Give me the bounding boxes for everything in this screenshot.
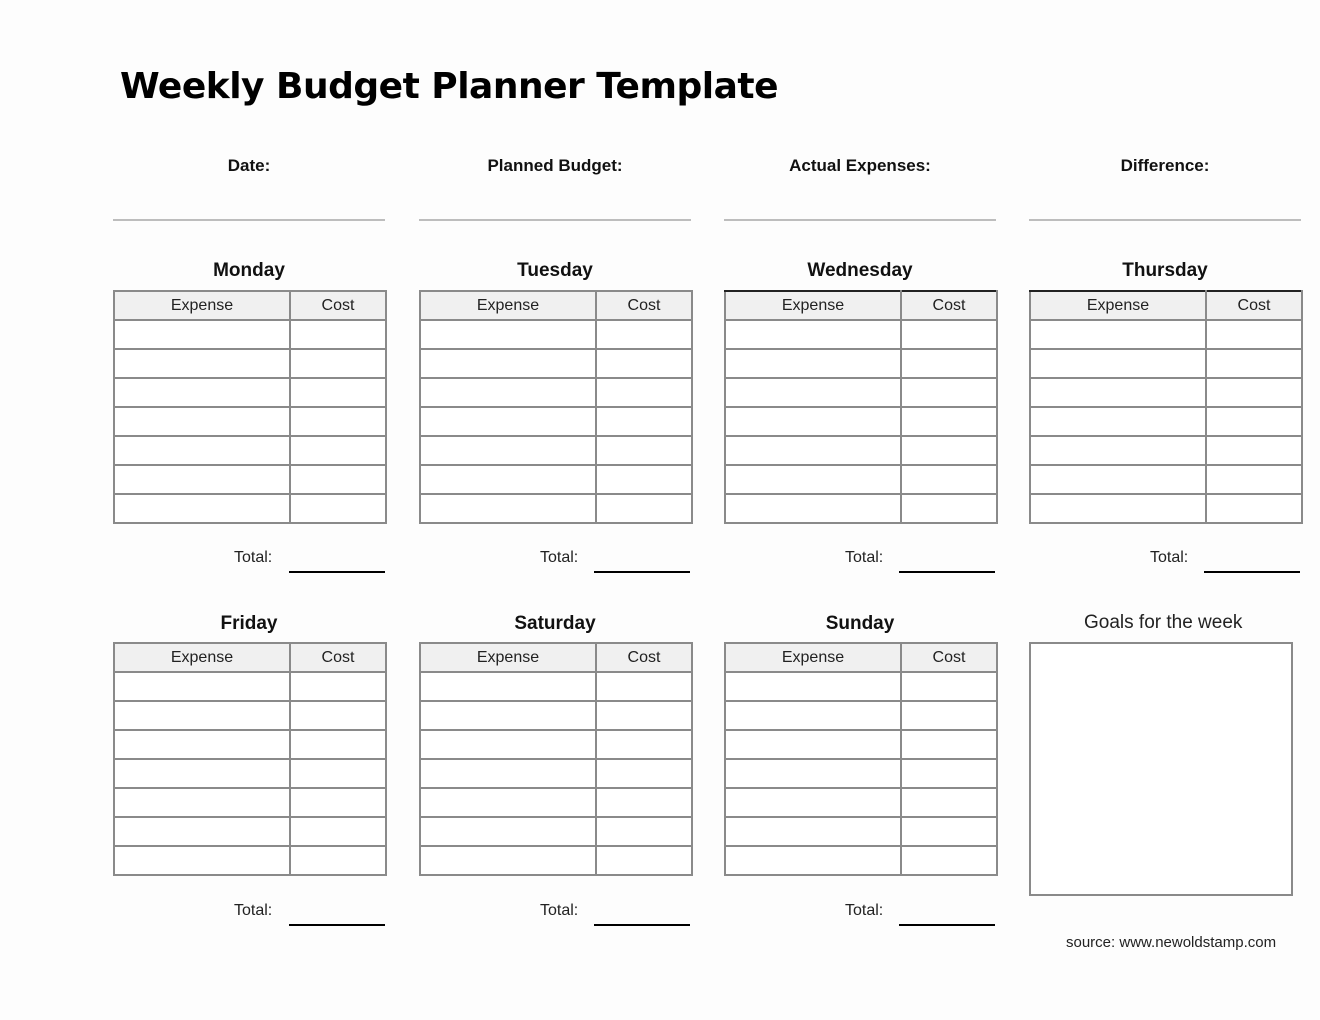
- total-field-thursday[interactable]: [1204, 571, 1300, 573]
- cost-cell-friday[interactable]: [290, 672, 386, 701]
- table-row: [114, 672, 386, 701]
- expense-cell-saturday[interactable]: [420, 672, 596, 701]
- cost-cell-saturday[interactable]: [596, 672, 692, 701]
- day-label-saturday: Saturday: [514, 613, 596, 634]
- cost-cell-tuesday[interactable]: [596, 349, 692, 378]
- difference-label: Difference:: [1120, 156, 1210, 175]
- expense-cell-wednesday[interactable]: [725, 407, 901, 436]
- expense-cell-tuesday[interactable]: [420, 320, 596, 349]
- cost-cell-wednesday[interactable]: [901, 349, 997, 378]
- expense-cell-friday[interactable]: [114, 759, 290, 788]
- cost-cell-saturday[interactable]: [596, 701, 692, 730]
- table-row: [114, 378, 386, 407]
- expense-cell-friday[interactable]: [114, 817, 290, 846]
- table-row: [725, 436, 997, 465]
- expense-cell-tuesday[interactable]: [420, 349, 596, 378]
- actual-expenses-label: Actual Expenses:: [789, 156, 931, 175]
- table-row: [114, 730, 386, 759]
- cost-cell-monday[interactable]: [290, 407, 386, 436]
- cost-cell-friday[interactable]: [290, 759, 386, 788]
- cost-cell-thursday[interactable]: [1206, 436, 1302, 465]
- goals-textarea[interactable]: [1029, 642, 1293, 896]
- day-label-tuesday: Tuesday: [517, 260, 593, 281]
- expense-cell-friday[interactable]: [114, 672, 290, 701]
- table-row: [725, 494, 997, 523]
- cost-cell-saturday[interactable]: [596, 730, 692, 759]
- cost-cell-sunday[interactable]: [901, 759, 997, 788]
- expense-cell-thursday[interactable]: [1030, 436, 1206, 465]
- total-field-sunday[interactable]: [899, 924, 995, 926]
- expense-cell-monday[interactable]: [114, 494, 290, 523]
- expense-cell-wednesday[interactable]: [725, 436, 901, 465]
- total-field-friday[interactable]: [289, 924, 385, 926]
- expense-cell-saturday[interactable]: [420, 730, 596, 759]
- expense-table-wednesday: [724, 290, 998, 524]
- total-label-friday: Total:: [234, 902, 273, 919]
- table-row: [420, 436, 692, 465]
- total-field-tuesday[interactable]: [594, 571, 690, 573]
- cost-cell-sunday[interactable]: [901, 817, 997, 846]
- cost-cell-wednesday[interactable]: [901, 465, 997, 494]
- table-row: [725, 759, 997, 788]
- cost-cell-tuesday[interactable]: [596, 320, 692, 349]
- expense-cell-sunday[interactable]: [725, 846, 901, 875]
- expense-cell-sunday[interactable]: [725, 788, 901, 817]
- expense-cell-sunday[interactable]: [725, 817, 901, 846]
- expense-table-saturday: [419, 642, 693, 876]
- cost-cell-monday[interactable]: [290, 378, 386, 407]
- table-row: [114, 349, 386, 378]
- expense-cell-wednesday[interactable]: [725, 494, 901, 523]
- table-row: [1030, 436, 1302, 465]
- page-title: Weekly Budget Planner Template: [120, 66, 779, 107]
- table-row: [1030, 349, 1302, 378]
- expense-cell-monday[interactable]: [114, 349, 290, 378]
- expense-column-header: Expense: [420, 291, 596, 320]
- table-row: [420, 846, 692, 875]
- expense-table-sunday: [724, 642, 998, 876]
- cost-cell-friday[interactable]: [290, 730, 386, 759]
- cost-cell-sunday[interactable]: [901, 846, 997, 875]
- table-row: [114, 788, 386, 817]
- expense-cell-monday[interactable]: [114, 465, 290, 494]
- table-row: [725, 320, 997, 349]
- total-field-wednesday[interactable]: [899, 571, 995, 573]
- table-row: [725, 701, 997, 730]
- table-row: [725, 788, 997, 817]
- cost-cell-monday[interactable]: [290, 436, 386, 465]
- cost-cell-thursday[interactable]: [1206, 378, 1302, 407]
- table-row: [114, 759, 386, 788]
- table-row: [114, 407, 386, 436]
- expense-cell-thursday[interactable]: [1030, 349, 1206, 378]
- day-label-thursday: Thursday: [1122, 260, 1208, 281]
- expense-column-header: Expense: [725, 291, 901, 320]
- cost-cell-saturday[interactable]: [596, 788, 692, 817]
- expense-cell-sunday[interactable]: [725, 701, 901, 730]
- expense-table-friday: [113, 642, 387, 876]
- cost-cell-saturday[interactable]: [596, 817, 692, 846]
- table-row: [114, 817, 386, 846]
- cost-cell-tuesday[interactable]: [596, 494, 692, 523]
- table-header-row: [725, 643, 997, 672]
- expense-cell-tuesday[interactable]: [420, 407, 596, 436]
- cost-cell-tuesday[interactable]: [596, 378, 692, 407]
- cost-cell-monday[interactable]: [290, 494, 386, 523]
- cost-cell-tuesday[interactable]: [596, 465, 692, 494]
- cost-column-header: Cost: [290, 643, 386, 672]
- total-label-wednesday: Total:: [845, 549, 884, 566]
- expense-cell-sunday[interactable]: [725, 759, 901, 788]
- expense-cell-saturday[interactable]: [420, 788, 596, 817]
- total-label-thursday: Total:: [1150, 549, 1189, 566]
- total-label-saturday: Total:: [540, 902, 579, 919]
- cost-cell-monday[interactable]: [290, 349, 386, 378]
- total-label-tuesday: Total:: [540, 549, 579, 566]
- total-label-sunday: Total:: [845, 902, 884, 919]
- table-row: [420, 349, 692, 378]
- planned-budget-field[interactable]: [419, 219, 691, 221]
- table-row: [420, 788, 692, 817]
- expense-column-header: Expense: [114, 291, 290, 320]
- expense-column-header: Expense: [725, 643, 901, 672]
- cost-cell-sunday[interactable]: [901, 788, 997, 817]
- table-row: [420, 494, 692, 523]
- difference-field[interactable]: [1029, 219, 1301, 221]
- expense-cell-saturday[interactable]: [420, 846, 596, 875]
- table-row: [114, 701, 386, 730]
- cost-cell-wednesday[interactable]: [901, 378, 997, 407]
- table-header-row: [1030, 291, 1302, 320]
- cost-column-header: Cost: [1206, 291, 1302, 320]
- cost-cell-sunday[interactable]: [901, 701, 997, 730]
- expense-cell-monday[interactable]: [114, 320, 290, 349]
- expense-cell-wednesday[interactable]: [725, 378, 901, 407]
- expense-cell-tuesday[interactable]: [420, 436, 596, 465]
- cost-cell-monday[interactable]: [290, 320, 386, 349]
- table-row: [420, 378, 692, 407]
- table-header-row: [420, 291, 692, 320]
- day-label-wednesday: Wednesday: [807, 260, 913, 281]
- table-row: [114, 465, 386, 494]
- cost-cell-wednesday[interactable]: [901, 320, 997, 349]
- expense-cell-wednesday[interactable]: [725, 349, 901, 378]
- table-row: [1030, 494, 1302, 523]
- date-field[interactable]: [113, 219, 385, 221]
- cost-cell-saturday[interactable]: [596, 759, 692, 788]
- cost-cell-wednesday[interactable]: [901, 494, 997, 523]
- table-row: [420, 730, 692, 759]
- expense-cell-tuesday[interactable]: [420, 378, 596, 407]
- total-label-monday: Total:: [234, 549, 273, 566]
- table-row: [420, 701, 692, 730]
- cost-cell-thursday[interactable]: [1206, 465, 1302, 494]
- table-row: [420, 817, 692, 846]
- table-row: [420, 672, 692, 701]
- table-row: [1030, 407, 1302, 436]
- expense-cell-monday[interactable]: [114, 378, 290, 407]
- cost-cell-thursday[interactable]: [1206, 320, 1302, 349]
- expense-column-header: Expense: [1030, 291, 1206, 320]
- cost-cell-sunday[interactable]: [901, 672, 997, 701]
- table-row: [1030, 320, 1302, 349]
- expense-cell-saturday[interactable]: [420, 759, 596, 788]
- day-label-friday: Friday: [220, 613, 278, 634]
- table-row: [725, 817, 997, 846]
- date-label: Date:: [227, 156, 271, 175]
- cost-cell-friday[interactable]: [290, 846, 386, 875]
- table-header-row: [725, 291, 997, 320]
- table-row: [114, 846, 386, 875]
- expense-cell-thursday[interactable]: [1030, 320, 1206, 349]
- expense-cell-sunday[interactable]: [725, 730, 901, 759]
- cost-cell-friday[interactable]: [290, 788, 386, 817]
- planned-budget-label: Planned Budget:: [487, 156, 623, 175]
- table-header-row: [114, 291, 386, 320]
- expense-cell-wednesday[interactable]: [725, 320, 901, 349]
- table-row: [725, 672, 997, 701]
- table-header-row: [420, 643, 692, 672]
- table-row: [725, 465, 997, 494]
- actual-expenses-field[interactable]: [724, 219, 996, 221]
- source-credit: source: www.newoldstamp.com: [1066, 934, 1277, 951]
- day-label-monday: Monday: [213, 260, 285, 281]
- cost-cell-thursday[interactable]: [1206, 407, 1302, 436]
- table-row: [1030, 465, 1302, 494]
- cost-cell-friday[interactable]: [290, 817, 386, 846]
- expense-cell-thursday[interactable]: [1030, 407, 1206, 436]
- cost-cell-wednesday[interactable]: [901, 407, 997, 436]
- expense-table-monday: [113, 290, 387, 524]
- table-row: [725, 730, 997, 759]
- expense-column-header: Expense: [420, 643, 596, 672]
- expense-cell-friday[interactable]: [114, 701, 290, 730]
- table-row: [1030, 378, 1302, 407]
- cost-cell-tuesday[interactable]: [596, 436, 692, 465]
- cost-column-header: Cost: [901, 643, 997, 672]
- table-row: [114, 494, 386, 523]
- cost-column-header: Cost: [596, 643, 692, 672]
- expense-cell-friday[interactable]: [114, 788, 290, 817]
- expense-cell-monday[interactable]: [114, 407, 290, 436]
- expense-cell-thursday[interactable]: [1030, 494, 1206, 523]
- expense-cell-saturday[interactable]: [420, 701, 596, 730]
- table-row: [725, 846, 997, 875]
- expense-column-header: Expense: [114, 643, 290, 672]
- table-row: [420, 407, 692, 436]
- cost-cell-saturday[interactable]: [596, 846, 692, 875]
- cost-column-header: Cost: [901, 291, 997, 320]
- cost-cell-wednesday[interactable]: [901, 436, 997, 465]
- cost-cell-thursday[interactable]: [1206, 494, 1302, 523]
- table-row: [725, 349, 997, 378]
- table-row: [725, 407, 997, 436]
- table-row: [114, 320, 386, 349]
- goals-label: Goals for the week: [1084, 612, 1243, 633]
- cost-cell-friday[interactable]: [290, 701, 386, 730]
- table-row: [114, 436, 386, 465]
- expense-cell-wednesday[interactable]: [725, 465, 901, 494]
- expense-cell-thursday[interactable]: [1030, 465, 1206, 494]
- expense-table-tuesday: [419, 290, 693, 524]
- table-row: [725, 378, 997, 407]
- expense-cell-thursday[interactable]: [1030, 378, 1206, 407]
- cost-column-header: Cost: [596, 291, 692, 320]
- expense-cell-friday[interactable]: [114, 846, 290, 875]
- expense-cell-monday[interactable]: [114, 436, 290, 465]
- cost-column-header: Cost: [290, 291, 386, 320]
- table-header-row: [114, 643, 386, 672]
- expense-cell-friday[interactable]: [114, 730, 290, 759]
- expense-cell-tuesday[interactable]: [420, 465, 596, 494]
- table-row: [420, 320, 692, 349]
- expense-cell-saturday[interactable]: [420, 817, 596, 846]
- day-label-sunday: Sunday: [825, 613, 895, 634]
- total-field-monday[interactable]: [289, 571, 385, 573]
- expense-cell-tuesday[interactable]: [420, 494, 596, 523]
- expense-cell-sunday[interactable]: [725, 672, 901, 701]
- cost-cell-thursday[interactable]: [1206, 349, 1302, 378]
- table-row: [420, 759, 692, 788]
- cost-cell-monday[interactable]: [290, 465, 386, 494]
- cost-cell-sunday[interactable]: [901, 730, 997, 759]
- cost-cell-tuesday[interactable]: [596, 407, 692, 436]
- total-field-saturday[interactable]: [594, 924, 690, 926]
- expense-table-thursday: [1029, 290, 1303, 524]
- table-row: [420, 465, 692, 494]
